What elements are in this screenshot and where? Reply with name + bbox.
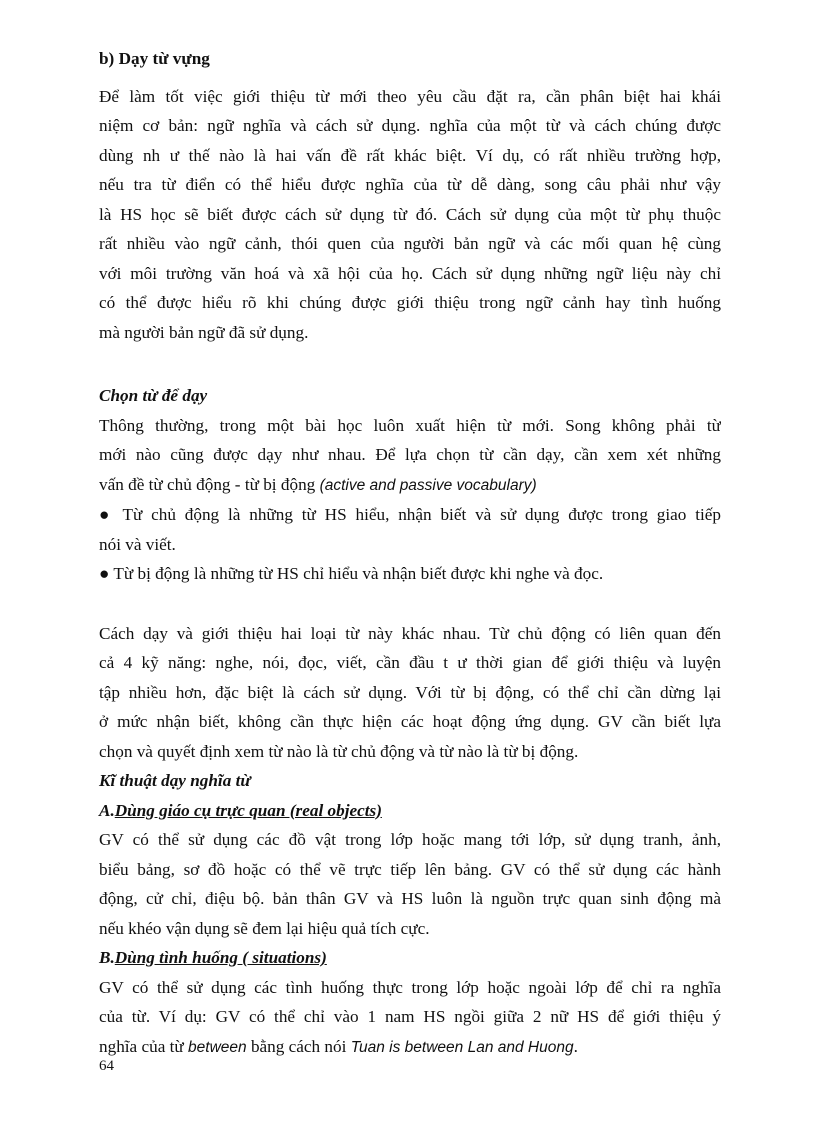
text-line: là HS học sẽ biết được cách sử dụng từ đó. Cách sử dụng của một từ phụ thuộc: [99, 204, 721, 224]
bullet-active-vocabulary: ● Từ chủ động là những từ HS hiểu, nhận biết và sử dụng được trong giao tiếp: [99, 505, 721, 524]
text-line: nếu khéo vận dụng sẽ đem lại hiệu quả tích cực.: [99, 918, 430, 938]
text-run: nghĩa của từ: [99, 1036, 189, 1056]
paragraph-situations: [99, 973, 721, 1063]
text-line: mà người bản ngữ đã sử dụng.: [99, 322, 309, 342]
text-line: Thông thường, trong một bài học luôn xuất hiện từ mới. Song không phải từ: [99, 415, 721, 435]
text-line: chọn và quyết định xem từ nào là từ chủ động và từ nào là từ bị động.: [99, 741, 579, 761]
paragraph-method: [99, 619, 721, 767]
text-line: GV có thể sử dụng các tình huống thực trong lớp hoặc ngoài lớp để chỉ ra nghĩa: [99, 977, 721, 997]
section-heading-vocabulary: b) Dạy từ vựng: [99, 49, 210, 68]
text-line: [99, 1032, 721, 1063]
text-line: cả 4 kỹ năng: nghe, nói, đọc, viết, cần đầu t ư thời gian để giới thiệu và luyện: [99, 653, 721, 672]
text-line: nói và viết.: [99, 534, 176, 554]
text-line: của từ. Ví dụ: GV có thể chỉ vào 1 nam HS ngồi giữa 2 nữ HS để giới thiệu ý: [99, 1007, 721, 1026]
subheading-real-objects: [99, 796, 721, 826]
section-heading-choose-words: Chọn từ để dạy: [99, 386, 208, 405]
text-line: ở mức nhận biết, không cần thực hiện các hoạt động ứng dụng. GV cần biết lựa: [99, 712, 721, 731]
italic-example: Tuan is between Lan and Huong: [350, 1038, 574, 1056]
document-page: [99, 44, 721, 1062]
text-line: niệm cơ bản: ngữ nghĩa và cách sử dụng. nghĩa của một từ và cách chúng được: [99, 116, 721, 135]
subheading-situations: [99, 943, 721, 973]
text-line: nếu tra từ điển có thể hiểu được nghĩa của từ dễ dàng, song câu phải như vậy: [99, 175, 721, 194]
italic-term: (active and passive vocabulary): [319, 476, 537, 494]
paragraph-real-objects: [99, 825, 721, 943]
text-line: với môi trường văn hoá và xã hội của họ. Cách sử dụng những ngữ liệu này chỉ: [99, 263, 721, 283]
text-line: dùng nh ư thế nào là hai vấn đề rất khác biệt. Ví dụ, có rất nhiều trường hợp,: [99, 145, 721, 165]
text-run: bằng cách nói: [246, 1036, 351, 1056]
text-run: vấn đề từ chủ động - từ bị động: [99, 474, 320, 494]
page-number: 64: [99, 1058, 114, 1074]
text-line: mới nào cũng được dạy như nhau. Để lựa chọn từ cần dạy, cần xem xét những: [99, 445, 721, 464]
subheading-prefix: B.: [99, 948, 115, 967]
text-line: tập nhiều hơn, đặc biệt là cách sử dụng. Với từ bị động, có thể chỉ cần dừng lại: [99, 682, 721, 702]
subheading-prefix: A.: [99, 800, 115, 820]
text-line: có thể được hiểu rõ khi chúng được giới thiệu trong ngữ cảnh hay tình huống: [99, 293, 721, 312]
paragraph-intro: [99, 82, 721, 348]
text-line: Để làm tốt việc giới thiệu từ mới theo yêu cầu đặt ra, cần phân biệt hai khái: [99, 86, 721, 106]
subheading-title: Dùng tình huống ( situations): [114, 948, 327, 967]
text-line: biểu bảng, sơ đồ hoặc có thể vẽ trực tiếp lên bảng. GV có thể sử dụng các hành: [99, 859, 721, 879]
subheading-title: Dùng giáo cụ trực quan (real objects): [114, 800, 382, 820]
text-run: .: [573, 1036, 578, 1056]
italic-term: between: [188, 1038, 247, 1056]
bullet-passive-vocabulary: ● Từ bị động là những từ HS chỉ hiểu và nhận biết được khi nghe và đọc.: [99, 564, 604, 583]
text-line: động, cử chỉ, điệu bộ. bản thân GV và HS luôn là nguồn trực quan sinh động mà: [99, 889, 721, 908]
paragraph-choose: [99, 411, 721, 589]
text-line: [99, 470, 721, 501]
text-line: Cách dạy và giới thiệu hai loại từ này khác nhau. Từ chủ động có liên quan đến: [99, 623, 721, 643]
text-line: rất nhiều vào ngữ cảnh, thói quen của người bản ngữ và các mối quan hệ cùng: [99, 234, 721, 253]
text-line: GV có thể sử dụng các đồ vật trong lớp hoặc mang tới lớp, sử dụng tranh, ảnh,: [99, 830, 721, 849]
section-heading-technique: Kĩ thuật dạy nghĩa từ: [99, 771, 251, 790]
